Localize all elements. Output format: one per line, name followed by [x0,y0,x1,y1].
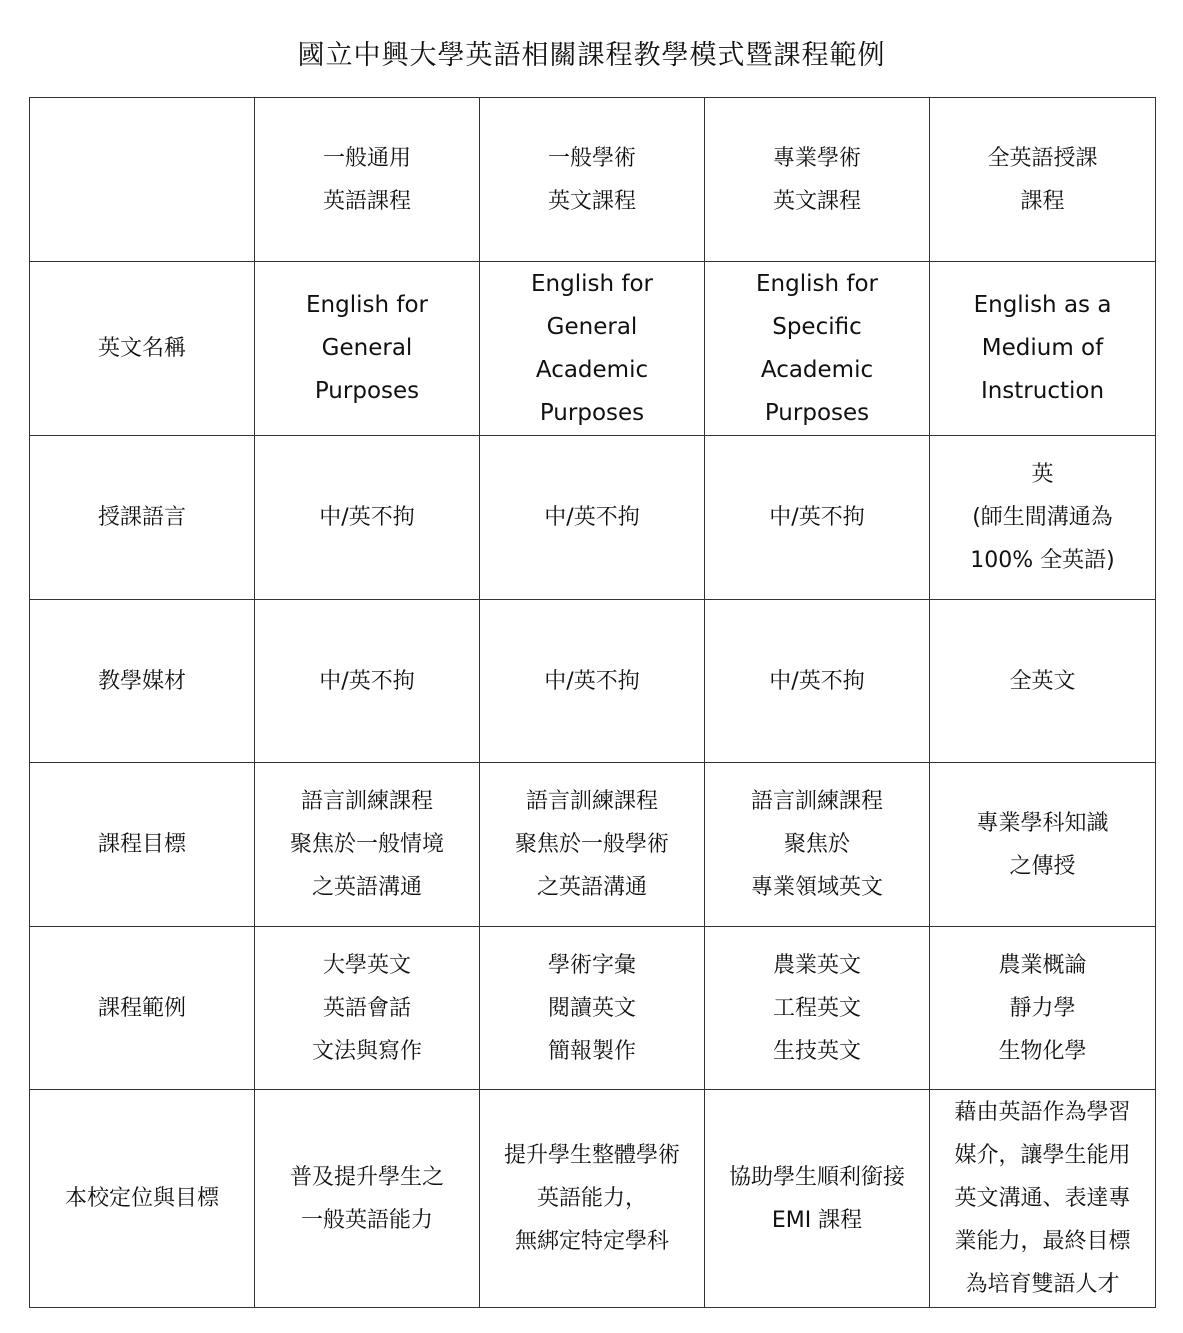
header-cell-egap: 一般學術 英文課程 [480,98,705,262]
table-row-teaching-materials [30,600,1156,763]
table-cell: 語言訓練課程 聚焦於一般情境 之英語溝通 [255,763,480,927]
table-cell: 中/英不拘 [480,436,705,600]
table-cell: 提升學生整體學術 英語能力， 無綁定特定學科 [480,1090,705,1308]
row-label: 英文名稱 [30,262,255,436]
table-cell: 農業英文 工程英文 生技英文 [705,927,930,1090]
table-cell: 語言訓練課程 聚焦於 專業領域英文 [705,763,930,927]
table-cell: 中/英不拘 [255,600,480,763]
document-title: 國立中興大學英語相關課程教學模式暨課程範例 [297,40,886,71]
table-cell: English as a Medium of Instruction [930,262,1156,436]
table-cell: English for General Purposes [255,262,480,436]
table-cell: 專業學科知識 之傳授 [930,763,1156,927]
table-row-positioning-goals [30,1090,1156,1308]
header-corner-cell [30,98,255,262]
table-cell: 中/英不拘 [705,600,930,763]
header-cell-esap: 專業學術 英文課程 [705,98,930,262]
table-cell: 藉由英語作為學習 媒介，讓學生能用 英文溝通、表達專 業能力，最終目標 為培育雙語人才 [930,1090,1156,1308]
table-cell: 協助學生順利銜接 EMI 課程 [705,1090,930,1308]
table-cell: 普及提升學生之 一般英語能力 [255,1090,480,1308]
row-label: 本校定位與目標 [30,1090,255,1308]
table-cell: English for General Academic Purposes [480,262,705,436]
row-label: 課程目標 [30,763,255,927]
table-row-course-goals [30,763,1156,927]
header-cell-emi: 全英語授課 課程 [930,98,1156,262]
table-cell: 中/英不拘 [480,600,705,763]
table-cell: 學術字彙 閱讀英文 簡報製作 [480,927,705,1090]
table-cell: 全英文 [930,600,1156,763]
table-cell: 中/英不拘 [705,436,930,600]
course-model-table [29,97,1156,1308]
table-cell: 中/英不拘 [255,436,480,600]
table-cell: 大學英文 英語會話 文法與寫作 [255,927,480,1090]
table-row-english-name [30,262,1156,436]
table-row-teaching-language [30,436,1156,600]
row-label: 教學媒材 [30,600,255,763]
table-cell: 農業概論 靜力學 生物化學 [930,927,1156,1090]
header-cell-egp: 一般通用 英語課程 [255,98,480,262]
table-cell: 語言訓練課程 聚焦於一般學術 之英語溝通 [480,763,705,927]
row-label: 授課語言 [30,436,255,600]
row-label: 課程範例 [30,927,255,1090]
table-row-course-examples [30,927,1156,1090]
table-cell: English for Specific Academic Purposes [705,262,930,436]
header-row [30,98,1156,262]
table-cell: 英 (師生間溝通為 100% 全英語) [930,436,1156,600]
